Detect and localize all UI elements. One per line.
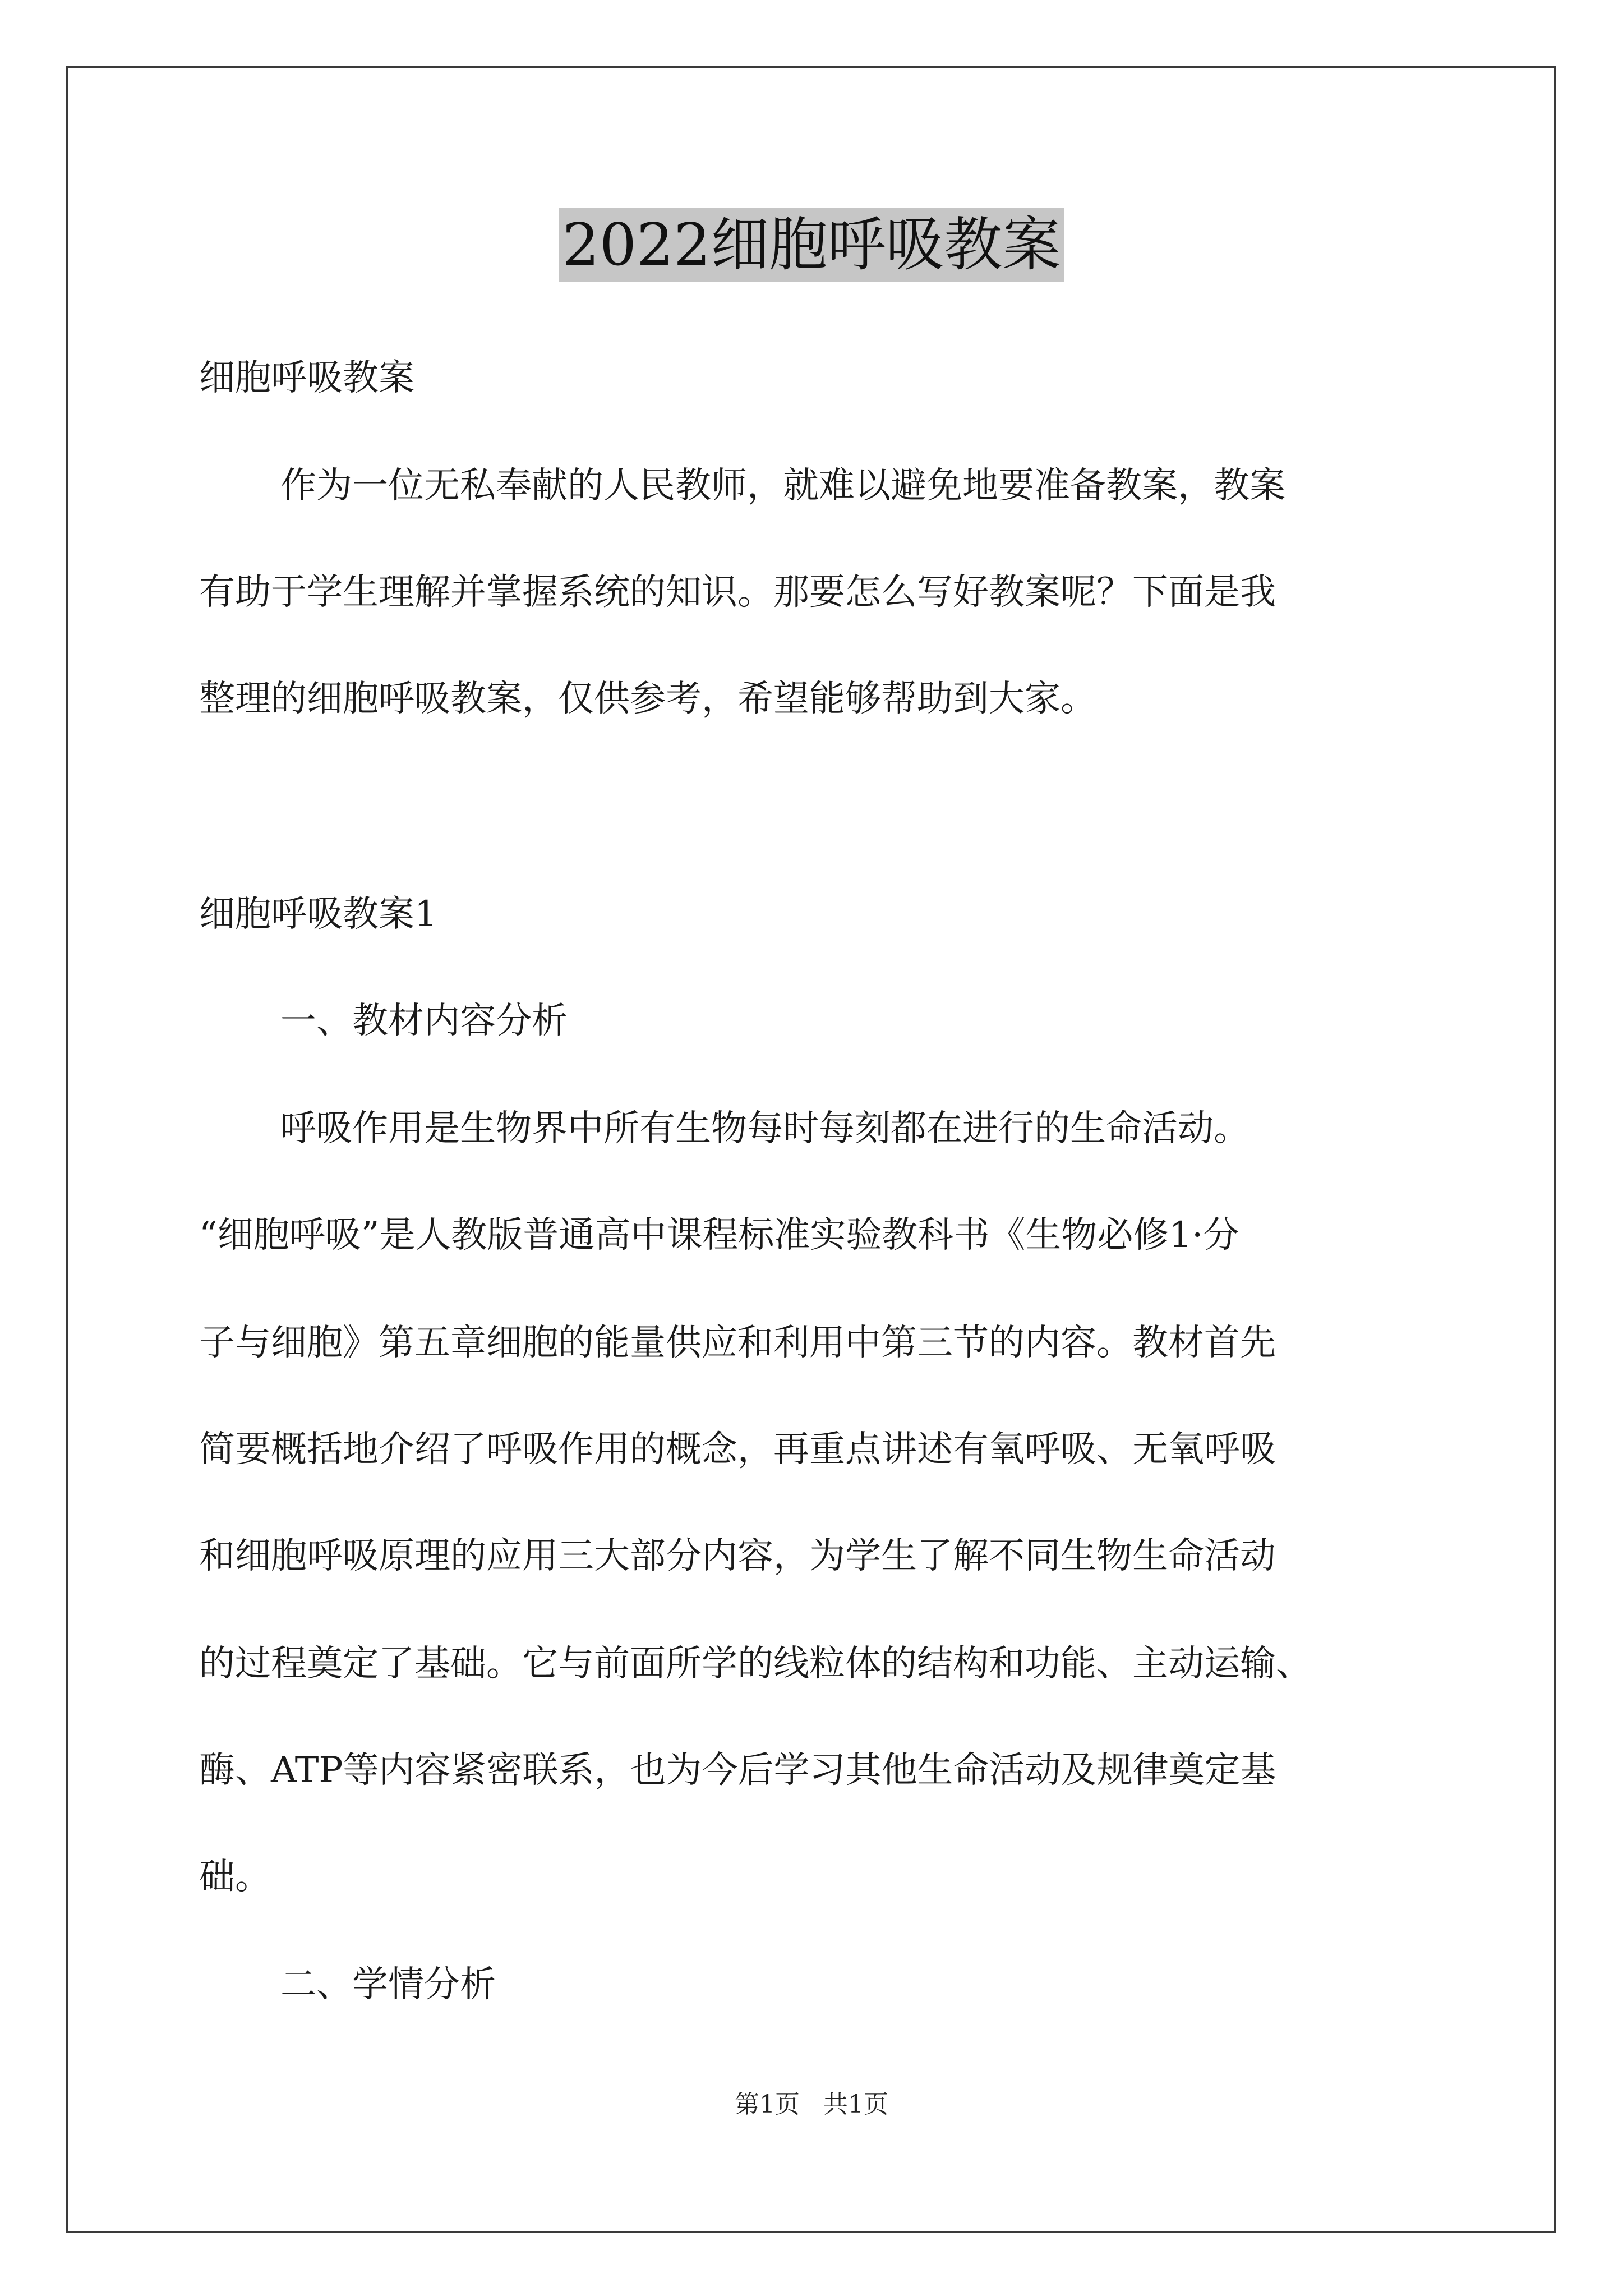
body-line: 的过程奠定了基础。它与前面所学的线粒体的结构和功能、主动运输、 bbox=[199, 1643, 1312, 1685]
body-line: 呼吸作用是生物界中所有生物每时每刻都在进行的生命活动。 bbox=[280, 1108, 1249, 1149]
body-line: “细胞呼吸”是人教版普通高中课程标准实验教科书《生物必修1·分 bbox=[199, 1214, 1239, 1256]
section-heading: 一、教材内容分析 bbox=[280, 1000, 568, 1042]
page-footer: 第1页 共1页 bbox=[735, 2090, 888, 2119]
title-container bbox=[0, 208, 1623, 282]
document-title: 2022细胞呼吸教案 bbox=[559, 208, 1064, 282]
intro-line: 整理的细胞呼吸教案，仅供参考，希望能够帮助到大家。 bbox=[199, 678, 1096, 720]
body-line: 子与细胞》第五章细胞的能量供应和利用中第三节的内容。教材首先 bbox=[199, 1322, 1276, 1364]
body-line: 础。 bbox=[199, 1856, 271, 1898]
section-title: 细胞呼吸教案1 bbox=[199, 894, 437, 935]
body-line: 简要概括地介绍了呼吸作用的概念，再重点讲述有氧呼吸、无氧呼吸 bbox=[199, 1429, 1276, 1470]
intro-line: 有助于学生理解并掌握系统的知识。那要怎么写好教案呢？下面是我 bbox=[199, 572, 1276, 613]
section-heading: 二、学情分析 bbox=[280, 1964, 496, 2005]
intro-line: 作为一位无私奉献的人民教师，就难以避免地要准备教案，教案 bbox=[280, 465, 1285, 507]
body-line: 酶、ATP等内容紧密联系，也为今后学习其他生命活动及规律奠定基 bbox=[199, 1750, 1276, 1791]
document-subtitle: 细胞呼吸教案 bbox=[199, 357, 414, 399]
body-line: 和细胞呼吸原理的应用三大部分内容，为学生了解不同生物生命活动 bbox=[199, 1535, 1276, 1577]
